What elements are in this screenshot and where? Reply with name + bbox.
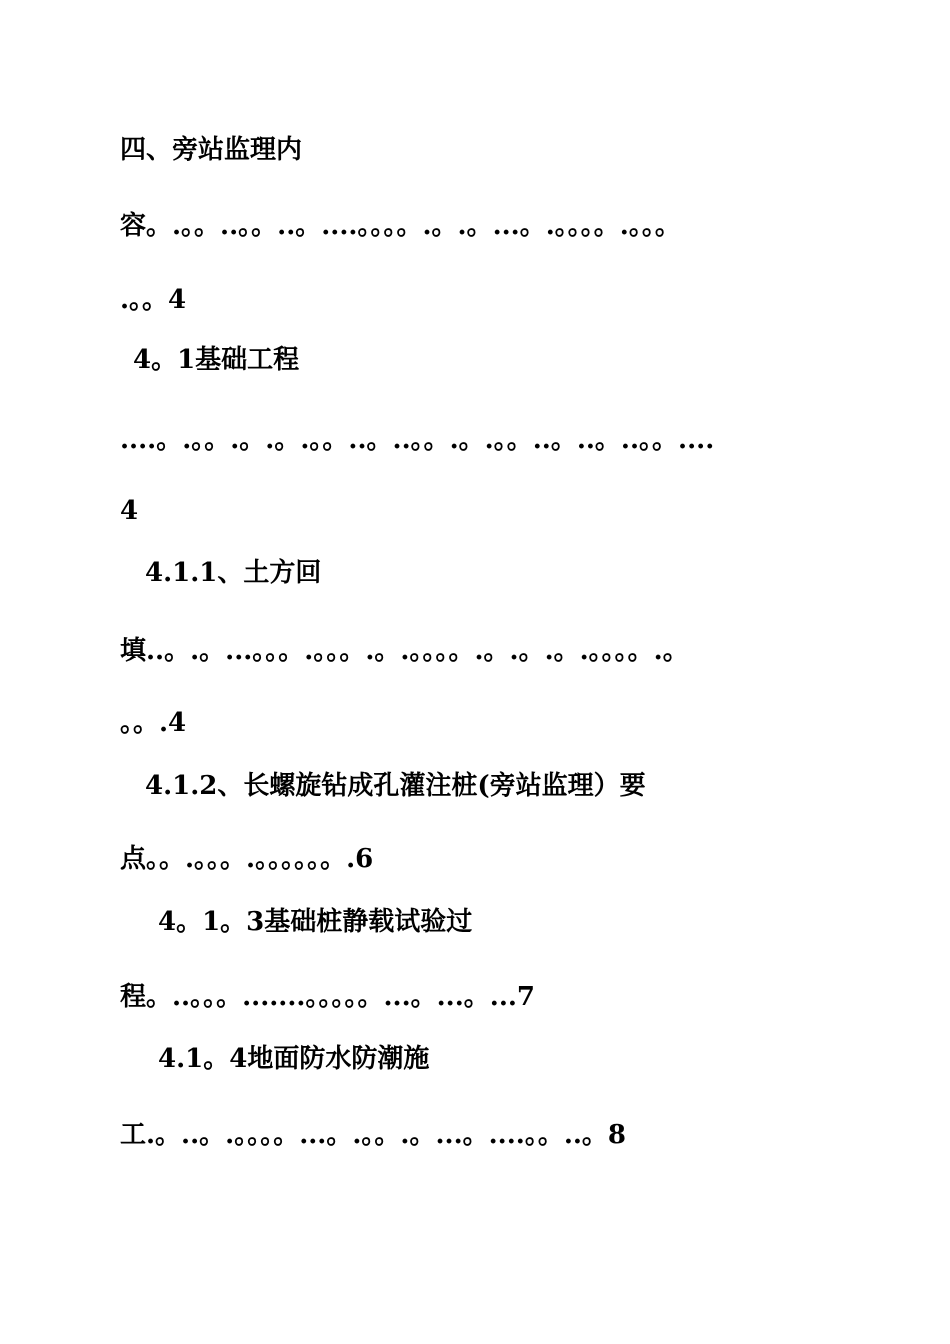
toc-leader-section-4: 容。.。。..。。..。....。。。。.。.。...。.。。。。.。。。 (120, 211, 681, 241)
toc-heading-4-1: 4。1基础工程 (133, 345, 300, 375)
toc-heading-4-1-1: 4.1.1、土方回 (145, 558, 322, 588)
toc-leader-4-1-2: 点。。.。。。.。。。。。。.6 (120, 844, 374, 874)
toc-page-4-1: 4 (120, 496, 139, 526)
toc-heading-4-1-3: 4。1。3基础桩静载试验过 (158, 907, 473, 937)
toc-page-section-4: .。。4 (120, 285, 187, 315)
toc-leader-4-1: ....。.。。.。.。.。。..。..。。.。.。。..。..。..。。.... (120, 425, 715, 455)
toc-heading-4-1-4: 4.1。4地面防水防潮施 (158, 1044, 430, 1074)
toc-page-4-1-1: 。。.4 (120, 708, 187, 738)
toc-heading-section-4: 四、旁站监理内 (120, 135, 303, 165)
toc-leader-4-1-4: 工.。..。.。。。。...。.。。.。...。....。。..。8 (120, 1120, 627, 1150)
toc-leader-4-1-1: 填..。.。...。。。.。。。.。.。。。。.。.。.。.。。。。.。 (120, 636, 689, 666)
toc-heading-4-1-2: 4.1.2、长螺旋钻成孔灌注桩(旁站监理）要 (145, 771, 646, 801)
toc-leader-4-1-3: 程。..。。。.......。。。。。...。...。...7 (120, 982, 536, 1012)
